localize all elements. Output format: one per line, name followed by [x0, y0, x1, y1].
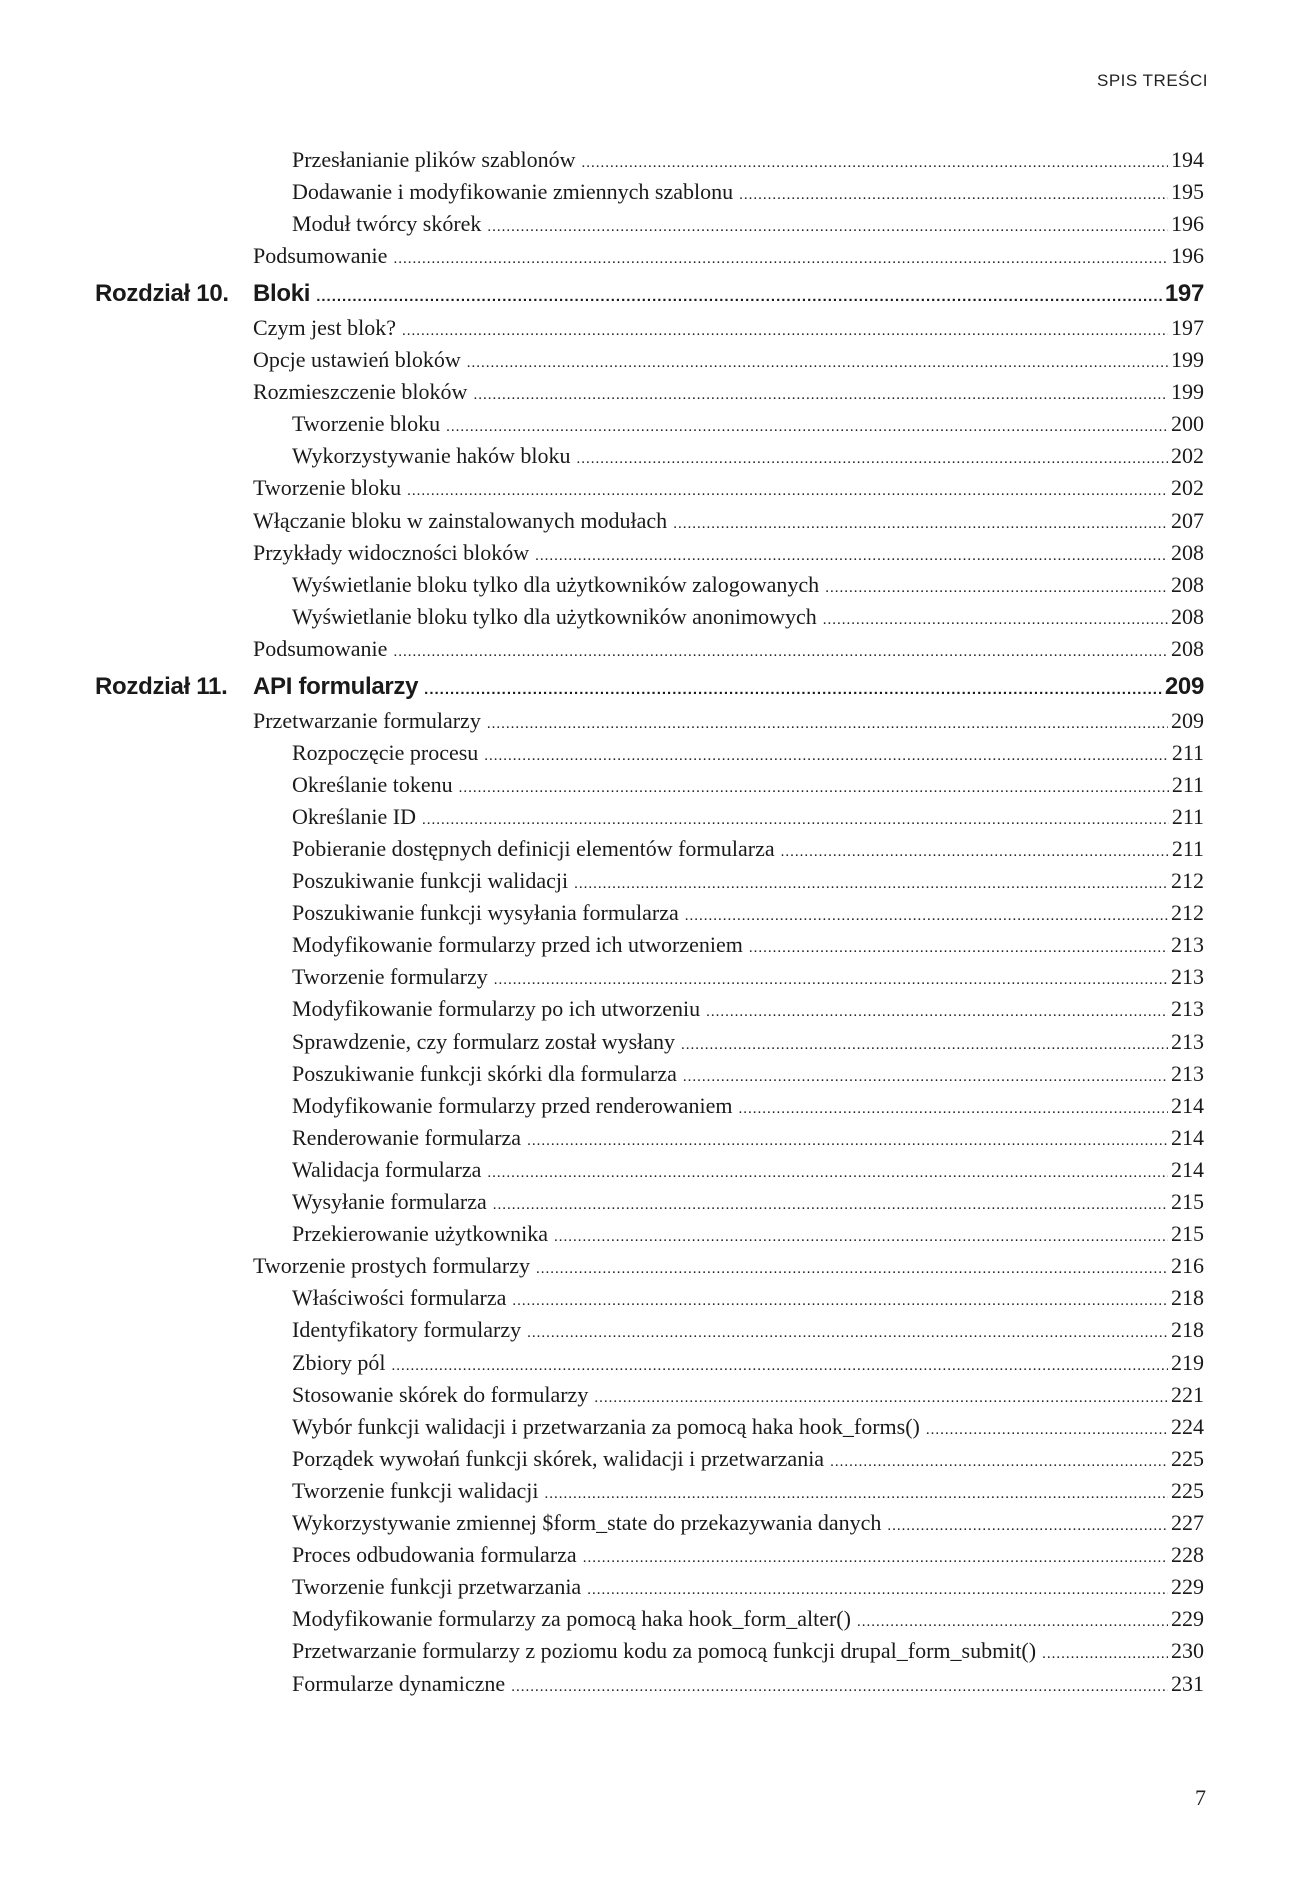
- dot-leader: [574, 868, 1168, 900]
- entry-page-number: 208: [1171, 635, 1204, 661]
- entry-title: Modyfikowanie formularzy za pomocą haka hook_form_alter(): [292, 1606, 851, 1632]
- dot-leader: [407, 475, 1168, 507]
- entry-page-number: 228: [1171, 1542, 1204, 1568]
- entry-page-number: 214: [1171, 1092, 1204, 1118]
- toc-subsection[interactable]: [292, 601, 1204, 633]
- toc-subsection[interactable]: [292, 1539, 1204, 1571]
- toc-subsection[interactable]: [292, 1668, 1204, 1700]
- entry-page-number: 208: [1171, 603, 1204, 629]
- dot-leader: [527, 1125, 1168, 1157]
- toc-subsection[interactable]: [292, 897, 1204, 929]
- dot-leader: [926, 1414, 1168, 1446]
- entry-title: Wybór funkcji walidacji i przetwarzania za pomocą haka hook_forms(): [292, 1413, 920, 1439]
- entry-title: Tworzenie bloku: [253, 475, 402, 501]
- chapter-page-number: 197: [1164, 280, 1204, 308]
- toc-section[interactable]: [253, 376, 1204, 408]
- toc-subsection[interactable]: [292, 1122, 1204, 1154]
- entry-title: Określanie ID: [292, 803, 417, 829]
- dot-leader: [512, 1285, 1168, 1317]
- entry-title: Wyświetlanie bloku tylko dla użytkowników zalogowanych: [292, 571, 820, 597]
- toc-subsection[interactable]: [292, 1379, 1204, 1411]
- entry-title: Tworzenie prostych formularzy: [253, 1253, 531, 1279]
- entry-page-number: 230: [1171, 1638, 1204, 1664]
- toc-subsection[interactable]: [292, 1282, 1204, 1314]
- entry-page-number: 195: [1171, 179, 1204, 205]
- dot-leader: [393, 636, 1168, 668]
- entry-page-number: 213: [1171, 1028, 1204, 1054]
- dot-leader: [577, 443, 1168, 475]
- dot-leader: [1042, 1638, 1168, 1670]
- toc-subsection[interactable]: [292, 1347, 1204, 1379]
- entry-title: Tworzenie funkcji przetwarzania: [292, 1574, 582, 1600]
- entry-title: Formularze dynamiczne: [292, 1670, 506, 1696]
- toc-subsection[interactable]: [292, 769, 1204, 801]
- entry-title: Stosowanie skórek do formularzy: [292, 1381, 589, 1407]
- dot-leader: [587, 1574, 1168, 1606]
- dot-leader: [544, 1478, 1168, 1510]
- entry-page-number: 197: [1171, 314, 1204, 340]
- entry-page-number: 202: [1171, 475, 1204, 501]
- entry-title: Wykorzystywanie zmiennej $form_state do przekazywania danych: [292, 1510, 882, 1535]
- entry-title: Wyświetlanie bloku tylko dla użytkowników anonimowych: [292, 603, 817, 629]
- entry-page-number: 211: [1171, 803, 1204, 829]
- entry-page-number: 196: [1171, 243, 1204, 269]
- toc-subsection[interactable]: [292, 1154, 1204, 1186]
- dot-leader: [583, 1542, 1168, 1574]
- entry-page-number: 211: [1171, 739, 1204, 765]
- entry-title: Określanie tokenu: [292, 771, 453, 797]
- chapter-page-number: 209: [1164, 673, 1204, 700]
- entry-page-number: 231: [1171, 1670, 1204, 1696]
- toc-subsection[interactable]: [292, 1411, 1204, 1443]
- dot-leader: [685, 900, 1168, 932]
- dot-leader: [594, 1382, 1168, 1414]
- dot-leader: [738, 1093, 1168, 1125]
- chapter-title: API formularzy: [253, 673, 419, 700]
- dot-leader: [887, 1510, 1168, 1542]
- entry-page-number: 216: [1171, 1253, 1204, 1279]
- entry-title: Tworzenie bloku: [292, 411, 441, 437]
- entry-title: Wysyłanie formularza: [292, 1189, 487, 1214]
- entry-page-number: 219: [1171, 1349, 1204, 1375]
- toc-chapter[interactable]: [0, 276, 1292, 312]
- toc-section[interactable]: [253, 633, 1204, 665]
- entry-page-number: 213: [1171, 1060, 1204, 1086]
- entry-title: Czym jest blok?: [253, 314, 396, 340]
- dot-leader: [857, 1606, 1168, 1638]
- dot-leader: [487, 211, 1168, 243]
- entry-page-number: 218: [1171, 1317, 1204, 1343]
- toc-subsection[interactable]: [292, 1314, 1204, 1346]
- toc-subsection[interactable]: [292, 569, 1204, 601]
- toc-subsection[interactable]: [292, 865, 1204, 897]
- dot-leader: [535, 540, 1168, 572]
- entry-title: Sprawdzenie, czy formularz został wysłany: [292, 1028, 676, 1054]
- entry-title: Przykłady widoczności bloków: [253, 539, 530, 565]
- entry-page-number: 225: [1171, 1477, 1204, 1503]
- dot-leader: [393, 243, 1168, 275]
- entry-title: Przesłanianie plików szablonów: [292, 147, 576, 172]
- dot-leader: [781, 836, 1169, 868]
- dot-leader: [825, 572, 1168, 604]
- entry-title: Opcje ustawień bloków: [253, 347, 461, 372]
- running-header: SPIS TREŚCI: [1097, 71, 1208, 90]
- entry-title: Poszukiwanie funkcji walidacji: [292, 868, 569, 893]
- toc-subsection[interactable]: [292, 1603, 1204, 1635]
- toc-subsection[interactable]: [292, 1090, 1204, 1122]
- dot-leader: [749, 932, 1168, 964]
- entry-title: Rozpoczęcie procesu: [292, 739, 479, 765]
- toc-subsection[interactable]: [292, 440, 1204, 472]
- entry-title: Tworzenie funkcji walidacji: [292, 1477, 539, 1503]
- toc-subsection[interactable]: [292, 1058, 1204, 1090]
- dot-leader: [823, 604, 1168, 636]
- dot-leader: [493, 1189, 1168, 1221]
- entry-title: Podsumowanie: [253, 243, 388, 269]
- entry-title: Właściwości formularza: [292, 1285, 507, 1311]
- entry-title: Pobieranie dostępnych definicji elementów formularza: [292, 835, 775, 861]
- entry-title: Włączanie bloku w zainstalowanych modułach: [253, 507, 668, 533]
- toc-subsection[interactable]: [292, 176, 1204, 208]
- toc-section[interactable]: [253, 537, 1204, 569]
- toc-subsection[interactable]: [292, 833, 1204, 865]
- chapter-label: Rozdział 10.: [95, 280, 229, 308]
- chapter-title-line: [253, 276, 1204, 315]
- entry-page-number: 215: [1171, 1189, 1204, 1214]
- dot-leader: [487, 1157, 1168, 1189]
- toc-subsection[interactable]: [292, 208, 1204, 240]
- dot-leader: [473, 379, 1168, 411]
- dot-leader: [830, 1446, 1168, 1478]
- entry-page-number: 212: [1171, 868, 1204, 893]
- entry-title: Rozmieszczenie bloków: [253, 379, 468, 405]
- toc-subsection[interactable]: [292, 1571, 1204, 1603]
- chapter-label: Rozdział 11.: [95, 673, 228, 700]
- entry-title: Przetwarzanie formularzy: [253, 707, 481, 733]
- entry-page-number: 213: [1171, 996, 1204, 1022]
- toc-subsection[interactable]: [292, 1218, 1204, 1250]
- toc-subsection[interactable]: [292, 1507, 1204, 1539]
- entry-page-number: 229: [1171, 1606, 1204, 1632]
- entry-title: Walidacja formularza: [292, 1156, 482, 1182]
- dot-leader: [424, 672, 1162, 708]
- entry-title: Poszukiwanie funkcji skórki dla formularza: [292, 1060, 677, 1086]
- toc-subsection[interactable]: [292, 1026, 1204, 1058]
- toc-subsection[interactable]: [292, 1635, 1204, 1667]
- entry-page-number: 218: [1171, 1285, 1204, 1311]
- chapter-title: Bloki: [253, 280, 311, 308]
- entry-title: Wykorzystywanie haków bloku: [292, 443, 571, 469]
- entry-title: Renderowanie formularza: [292, 1124, 522, 1150]
- entry-title: Proces odbudowania formularza: [292, 1542, 577, 1568]
- entry-page-number: 227: [1171, 1510, 1204, 1535]
- dot-leader: [527, 1317, 1168, 1349]
- entry-page-number: 202: [1171, 443, 1204, 469]
- entry-page-number: 221: [1171, 1381, 1204, 1407]
- entry-page-number: 207: [1171, 507, 1204, 533]
- entry-page-number: 199: [1171, 347, 1204, 372]
- entry-page-number: 229: [1171, 1574, 1204, 1600]
- entry-title: Przekierowanie użytkownika: [292, 1221, 548, 1247]
- entry-title: Identyfikatory formularzy: [292, 1317, 522, 1343]
- toc-subsection[interactable]: [292, 408, 1204, 440]
- toc-subsection[interactable]: [292, 1443, 1204, 1475]
- entry-page-number: 200: [1171, 411, 1204, 437]
- dot-leader: [392, 1350, 1169, 1382]
- page-number: 7: [1195, 1785, 1206, 1810]
- entry-page-number: 212: [1171, 900, 1204, 926]
- toc-subsection[interactable]: [292, 1186, 1204, 1218]
- entry-page-number: 213: [1171, 932, 1204, 958]
- dot-leader: [739, 179, 1168, 211]
- dot-leader: [484, 740, 1169, 772]
- entry-title: Tworzenie formularzy: [292, 964, 488, 990]
- dot-leader: [487, 708, 1168, 740]
- entry-title: Porządek wywołań funkcji skórek, walidacji i przetwarzania: [292, 1445, 825, 1471]
- entry-page-number: 194: [1171, 147, 1204, 172]
- entry-page-number: 225: [1171, 1445, 1204, 1471]
- entry-title: Modyfikowanie formularzy przed ich utworzeniem: [292, 932, 743, 958]
- entry-title: Moduł twórcy skórek: [292, 211, 482, 237]
- toc-subsection[interactable]: [292, 801, 1204, 833]
- toc-section[interactable]: [253, 505, 1204, 537]
- entry-title: Zbiory pól: [292, 1349, 386, 1375]
- dot-leader: [582, 147, 1169, 179]
- entry-page-number: 215: [1171, 1221, 1204, 1247]
- toc-subsection[interactable]: [292, 961, 1204, 993]
- dot-leader: [402, 315, 1168, 347]
- chapter-title-line: [253, 669, 1204, 708]
- dot-leader: [316, 279, 1162, 315]
- toc-subsection[interactable]: [292, 144, 1204, 176]
- entry-title: Modyfikowanie formularzy przed renderowaniem: [292, 1092, 733, 1118]
- toc-subsection[interactable]: [292, 993, 1204, 1025]
- entry-page-number: 208: [1171, 539, 1204, 565]
- dot-leader: [459, 772, 1169, 804]
- entry-page-number: 211: [1171, 835, 1204, 861]
- entry-page-number: 214: [1171, 1124, 1204, 1150]
- dot-leader: [554, 1221, 1168, 1253]
- entry-title: Poszukiwanie funkcji wysyłania formularza: [292, 900, 679, 926]
- dot-leader: [681, 1029, 1168, 1061]
- toc-section[interactable]: [253, 705, 1204, 737]
- entry-page-number: 214: [1171, 1156, 1204, 1182]
- dot-leader: [422, 804, 1169, 836]
- toc-section[interactable]: [253, 1250, 1204, 1282]
- entry-title: Modyfikowanie formularzy po ich utworzeniu: [292, 996, 701, 1022]
- toc-subsection[interactable]: [292, 929, 1204, 961]
- toc-section[interactable]: [253, 472, 1204, 504]
- dot-leader: [706, 996, 1168, 1028]
- dot-leader: [536, 1253, 1168, 1285]
- toc-section[interactable]: [253, 312, 1204, 344]
- toc-subsection[interactable]: [292, 737, 1204, 769]
- dot-leader: [511, 1671, 1168, 1703]
- entry-page-number: 213: [1171, 964, 1204, 990]
- entry-page-number: 199: [1171, 379, 1204, 405]
- entry-page-number: 208: [1171, 571, 1204, 597]
- toc-subsection[interactable]: [292, 1475, 1204, 1507]
- dot-leader: [494, 964, 1168, 996]
- dot-leader: [683, 1061, 1168, 1093]
- entry-page-number: 209: [1171, 707, 1204, 733]
- dot-leader: [446, 411, 1168, 443]
- toc-section[interactable]: [253, 344, 1204, 376]
- dot-leader: [673, 508, 1168, 540]
- entry-title: Dodawanie i modyfikowanie zmiennych szablonu: [292, 179, 734, 205]
- toc-section[interactable]: [253, 240, 1204, 272]
- entry-page-number: 211: [1171, 771, 1204, 797]
- entry-title: Przetwarzanie formularzy z poziomu kodu za pomocą funkcji drupal_form_submit(): [292, 1638, 1037, 1664]
- toc-chapter[interactable]: [0, 669, 1292, 705]
- entry-title: Podsumowanie: [253, 635, 388, 661]
- entry-page-number: 196: [1171, 211, 1204, 237]
- dot-leader: [467, 347, 1168, 379]
- entry-page-number: 224: [1171, 1413, 1204, 1439]
